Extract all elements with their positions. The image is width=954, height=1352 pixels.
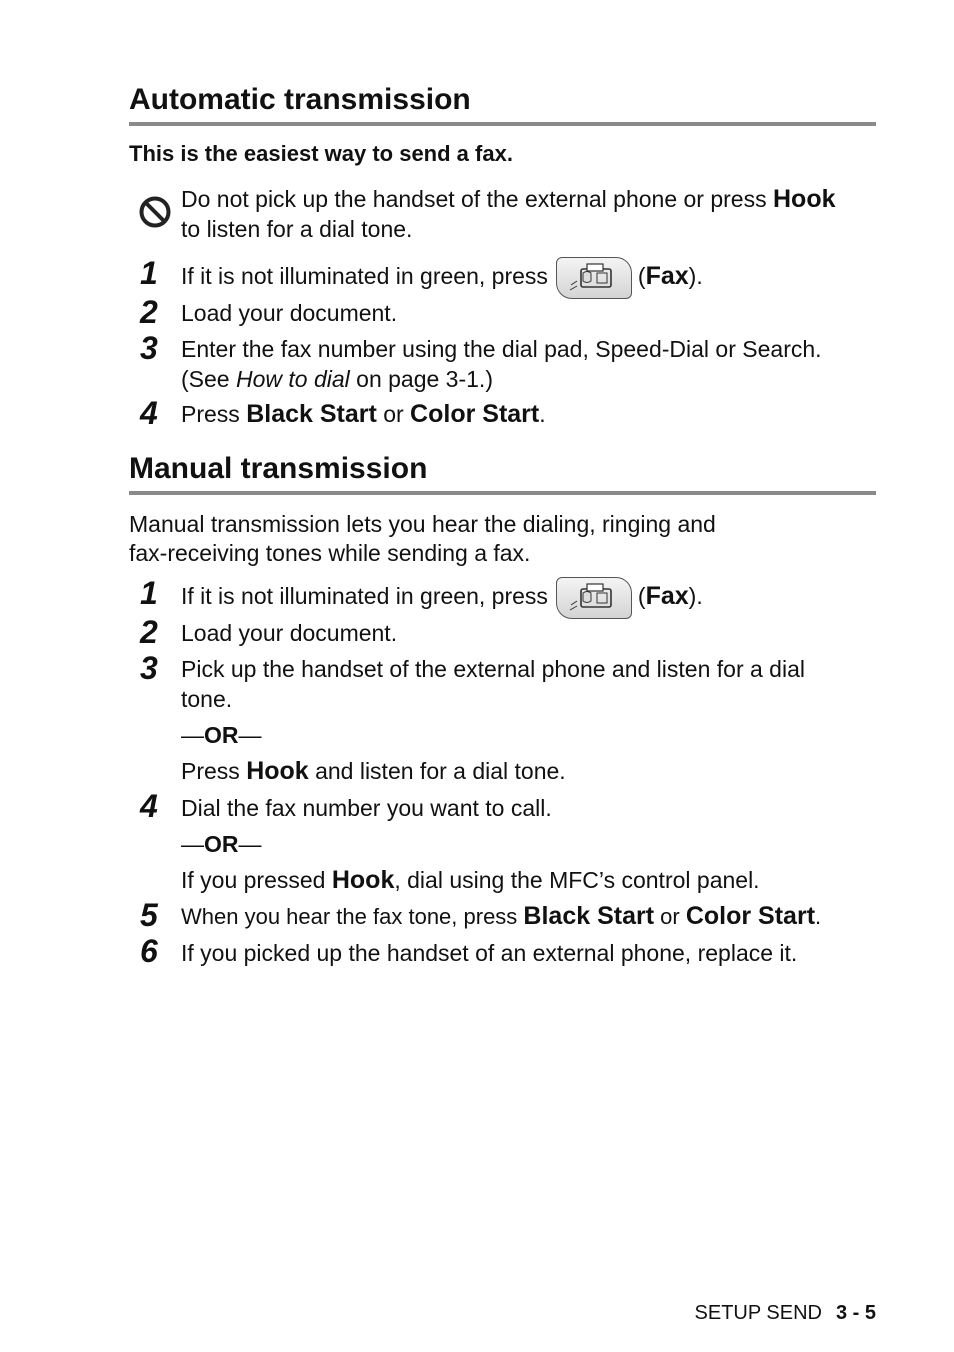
or-label: OR xyxy=(204,722,239,748)
note-hook-label: Hook xyxy=(773,185,836,213)
step-number: 1 xyxy=(140,255,158,291)
color-start-label: Color Start xyxy=(410,400,540,428)
step-text-mid: or xyxy=(654,904,686,929)
black-start-label: Black Start xyxy=(523,902,655,930)
step-number: 1 xyxy=(140,575,158,611)
alternative-text xyxy=(181,756,881,786)
no-entry-icon xyxy=(138,195,172,229)
fax-key-icon xyxy=(556,257,632,299)
section-title-automatic: Automatic transmission xyxy=(129,82,876,126)
footer-chapter: SETUP SEND xyxy=(694,1302,822,1324)
section-intro: This is the easiest way to send a fax. xyxy=(129,141,513,166)
paren-open: ( xyxy=(637,263,646,290)
step-number: 5 xyxy=(140,897,158,933)
step-text xyxy=(181,334,881,394)
step-text-post: . xyxy=(539,401,546,427)
step-text-post: . xyxy=(815,904,822,929)
or-separator xyxy=(181,720,881,750)
or-dash: — xyxy=(238,722,262,748)
or-dash: — xyxy=(181,831,204,857)
note-text-pre: Do not pick up the handset of the external phone or press xyxy=(181,186,773,212)
intro-line: fax-receiving tones while sending a fax. xyxy=(129,540,531,566)
note-text xyxy=(181,184,881,244)
step-line: tone. xyxy=(181,686,233,712)
hook-label: Hook xyxy=(331,866,395,894)
cross-reference: How to dial xyxy=(235,366,350,392)
paren-close: ). xyxy=(688,583,703,610)
black-start-label: Black Start xyxy=(246,400,377,428)
page-footer xyxy=(695,1300,876,1326)
page-number: 3 - 5 xyxy=(835,1302,876,1324)
step-text xyxy=(181,399,881,429)
note-text-post: to listen for a dial tone. xyxy=(181,216,413,242)
alt-text-pre: Press xyxy=(181,758,247,784)
step-text: If you picked up the handset of an external phone, replace it. xyxy=(181,940,798,966)
paren-close: ). xyxy=(688,263,703,290)
fax-label: Fax xyxy=(645,262,689,291)
step-text-mid: or xyxy=(376,401,411,427)
fax-label: Fax xyxy=(645,582,689,611)
step-number: 3 xyxy=(140,650,158,686)
step-text: Load your document. xyxy=(181,620,398,646)
alt-text-post: , dial using the MFC’s control panel. xyxy=(394,867,760,893)
alternative-text xyxy=(181,865,881,895)
or-separator xyxy=(181,829,881,859)
or-dash: — xyxy=(181,722,204,748)
section-title-manual: Manual transmission xyxy=(129,451,876,495)
step-line: Pick up the handset of the external phone and listen for a dial xyxy=(181,656,805,682)
step-text-pre: When you hear the fax tone, press xyxy=(181,904,524,929)
intro-line: Manual transmission lets you hear the dialing, ringing and xyxy=(129,511,716,537)
step-line: on page 3-1.) xyxy=(349,366,493,392)
step-number: 2 xyxy=(140,614,158,650)
step-number: 4 xyxy=(140,788,158,824)
step-text: Load your document. xyxy=(181,300,398,326)
paren-open: ( xyxy=(637,583,646,610)
hook-label: Hook xyxy=(246,757,309,785)
step-text xyxy=(181,257,881,299)
step-text: Dial the fax number you want to call. xyxy=(181,795,552,821)
color-start-label: Color Start xyxy=(685,902,816,930)
step-number: 6 xyxy=(140,933,158,969)
or-label: OR xyxy=(204,831,239,857)
step-text-pre: Press xyxy=(181,401,247,427)
step-number: 2 xyxy=(140,294,158,330)
step-number: 4 xyxy=(140,395,158,431)
step-text xyxy=(181,577,881,619)
alt-text-pre: If you pressed xyxy=(181,867,332,893)
step-text xyxy=(181,654,881,714)
section-intro xyxy=(129,510,876,568)
step-line: (See xyxy=(181,366,236,392)
step-text xyxy=(181,901,901,932)
step-number: 3 xyxy=(140,330,158,366)
step-text-pre: If it is not illuminated in green, press xyxy=(181,263,548,290)
step-line: Enter the fax number using the dial pad, Speed-Dial or Search. xyxy=(181,336,822,362)
step-text-pre: If it is not illuminated in green, press xyxy=(181,583,548,610)
alt-text-post: and listen for a dial tone. xyxy=(308,758,566,784)
fax-key-icon xyxy=(556,577,632,619)
or-dash: — xyxy=(238,831,262,857)
